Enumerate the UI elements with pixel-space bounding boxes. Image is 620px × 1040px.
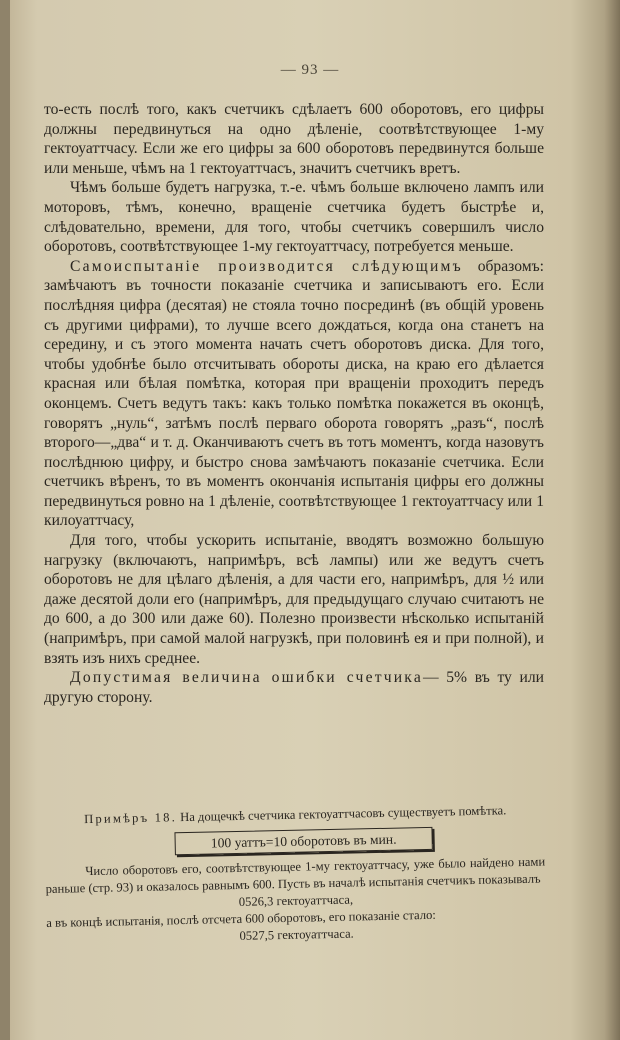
spaced-lead: Самоиспытаніе производится слѣдующимъ — [70, 257, 463, 275]
meter-reading: 0526,3 гектоуаттчаса, — [238, 892, 354, 909]
example-paragraph: Число оборотовъ его, соотвѣтствующее 1-му гектоуаттчасу, уже было найдено нами раньше (стр. 93) и оказалось равнымъ 600. Пусть въ началѣ испытанія счетчикъ показывалъ — [45, 854, 546, 896]
paragraph: Самоиспытаніе производится слѣдующимъ образомъ: замѣчаютъ въ точности показаніе счетчика и записываютъ его. Если послѣдняя цифра (десятая) не стояла точно посрединѣ (въ общій уровень съ другими цифрами), то лучше всего дождаться, когда она станетъ на середину, и съ этого момента начать счетъ оборотовъ диска. Для того, чтобы удобнѣе было отсчитывать обороты диска, на краю его дѣлается красная или бѣлая помѣтка, которая при вращеніи проходитъ передъ оконцемъ. Счетъ ведутъ такъ: какъ только помѣтка покажется въ оконцѣ, говорятъ „нуль“, затѣмъ послѣ перваго оборота говорятъ „разъ“, послѣ второго—„два“ и т. д. Оканчиваютъ счетъ въ тотъ моментъ, когда назовутъ послѣднюю цифру, и быстро снова замѣчаютъ показаніе счетчика. Если счетчикъ вѣренъ, то въ моментъ окончанія испытанія цифры его должны передвинуться ровно на 1 дѣленіе, соотвѣтствующее 1 гектоуаттчасу или 1 килоуаттчасу, — [44, 257, 544, 530]
page-left-edge — [0, 0, 10, 1040]
example-lead: Примѣръ 18. — [84, 810, 178, 827]
example-intro: Примѣръ 18. На дощечкѣ счетчика гектоуаттчасовъ существуетъ помѣтка. — [84, 803, 507, 827]
page-number: — 93 — — [280, 62, 340, 78]
main-text — [44, 100, 544, 707]
example-block — [44, 802, 547, 949]
spaced-lead: Допустимая величина ошибки счетчика — [70, 669, 423, 687]
page-right-edge — [604, 0, 620, 1040]
paragraph: Для того, чтобы ускорить испытаніе, вводятъ возможно большую нагрузку (включаютъ, напримѣръ, всѣ лампы) или же ведутъ счетъ оборотовъ не для цѣлаго дѣленія, а для части его, напримѣръ, для ½ или даже десятой доли его (напримѣръ, для предыдущаго случаю считаютъ не до 600, а до 300 или даже 60). Полезно произвести нѣсколько испытаній (напримѣръ, при самой малой нагрузкѣ, при половинѣ ея и при полной), и взять изъ нихъ среднее. — [44, 532, 544, 667]
paragraph: то-есть послѣ того, какъ счетчикъ сдѣлаетъ 600 оборотовъ, его цифры должны передвинуться на одно дѣленіе, соотвѣтствующее 1-му гектоуаттчасу. Если же его цифры за 600 оборотовъ передвинутся больше или меньше, чѣмъ на 1 гектоуаттчасъ, значитъ счетчикъ вретъ. — [44, 101, 544, 177]
example-paragraph: а въ концѣ испытанія, послѣ отсчета 600 оборотовъ, его показаніе стало: — [46, 907, 436, 930]
paragraph: Чѣмъ больше будетъ нагрузка, т.-е. чѣмъ больше включено лампъ или моторовъ, тѣмъ, конечно, вращеніе счетчика будетъ быстрѣе и, слѣдовательно, времени, для того, чтобы счетчикъ совершилъ число оборотовъ, соотвѣтствующее 1-му гектоуаттчасу, потребуется меньше. — [44, 179, 544, 256]
meter-reading: 0527,5 гектоуаттчаса. — [239, 926, 354, 943]
paragraph: Допустимая величина ошибки счетчика— 5% въ ту или другую сторону. — [44, 669, 545, 706]
boxed-marking: 100 уаттъ=10 оборотовъ въ мин. — [174, 827, 432, 855]
